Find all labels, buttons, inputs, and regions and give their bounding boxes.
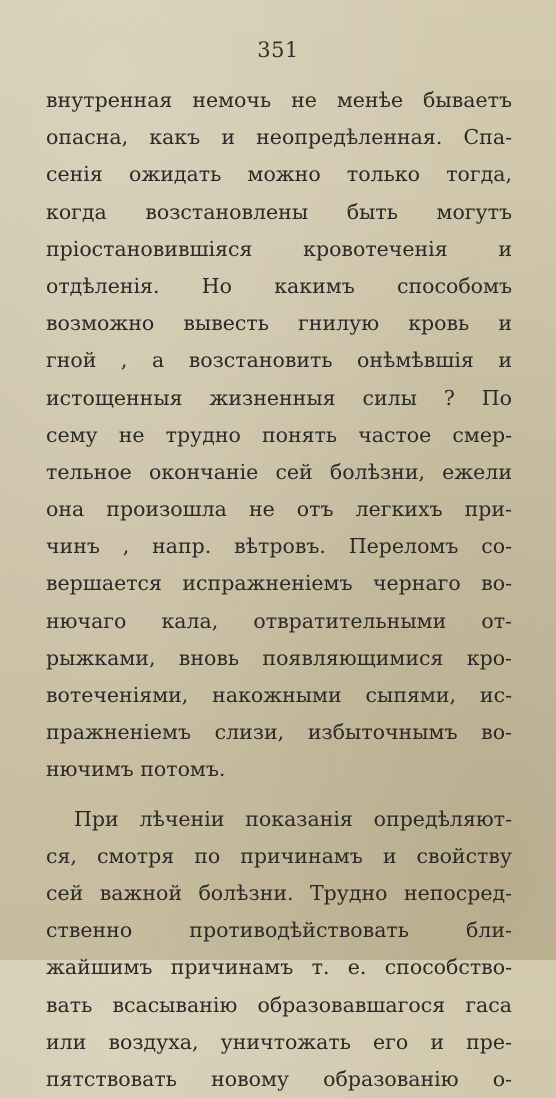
text-line: жайшимъ причинамъ т. е. способство- [46,955,512,980]
text-line: вать всасыванію образовавшагося гаса [46,992,512,1017]
text-line: опасна, какъ и неопредѣленная. Спа- [46,125,512,150]
body-text [46,82,512,1098]
paragraph [46,82,512,789]
text-line: внутренная немочь не менѣе бываетъ [46,88,512,112]
text-line: истощенныя жизненныя силы ? По [46,385,512,410]
text-line: тельное окончаніе сей болѣзни, ежели [46,459,512,484]
text-line: возможно вывесть гнилую кровь и [46,311,512,336]
text-line: гной , а возстановить онѣмѣвшія и [46,348,512,373]
text-line: когда возстановлены быть могутъ [46,199,512,224]
text-line: нючаго кала, отвратительными от- [46,608,512,633]
text-line: вотеченіями, накожными сыпями, ис- [46,683,512,707]
text-line: отдѣленія. Но какимъ способомъ [46,273,512,298]
text-line: рыжками, вновь появляющимися кро- [46,645,512,670]
text-line: пріостановившіяся кровотеченія и [46,236,512,261]
page-number: 351 [257,38,299,62]
text-line: сенія ожидать можно только тогда, [46,162,512,187]
text-line: При лѣченіи показанія опредѣляют- [74,806,512,831]
text-line: сему не трудно понять частое смер- [46,422,512,447]
text-line: нючимъ потомъ. [46,757,226,782]
text-line: чинъ , напр. вѣтровъ. Переломъ со- [46,534,512,559]
text-line: или воздуха, уничтожать его и пре- [46,1029,512,1054]
paragraph-spacer [46,789,512,801]
text-line: ся, смотря по причинамъ и свойству [46,843,512,868]
text-line: она произошла не отъ легкихъ при- [46,497,512,522]
text-line: пятствовать новому образованію о- [46,1066,512,1091]
text-line: вершается испражненіемъ чернаго во- [46,571,512,596]
text-line: ственно противодѣйствовать бли- [46,918,512,943]
paragraph [46,801,512,1098]
text-line: сей важной болѣзни. Трудно непосред- [46,880,512,905]
text-line: пражненіемъ слизи, избыточнымъ во- [46,720,512,745]
